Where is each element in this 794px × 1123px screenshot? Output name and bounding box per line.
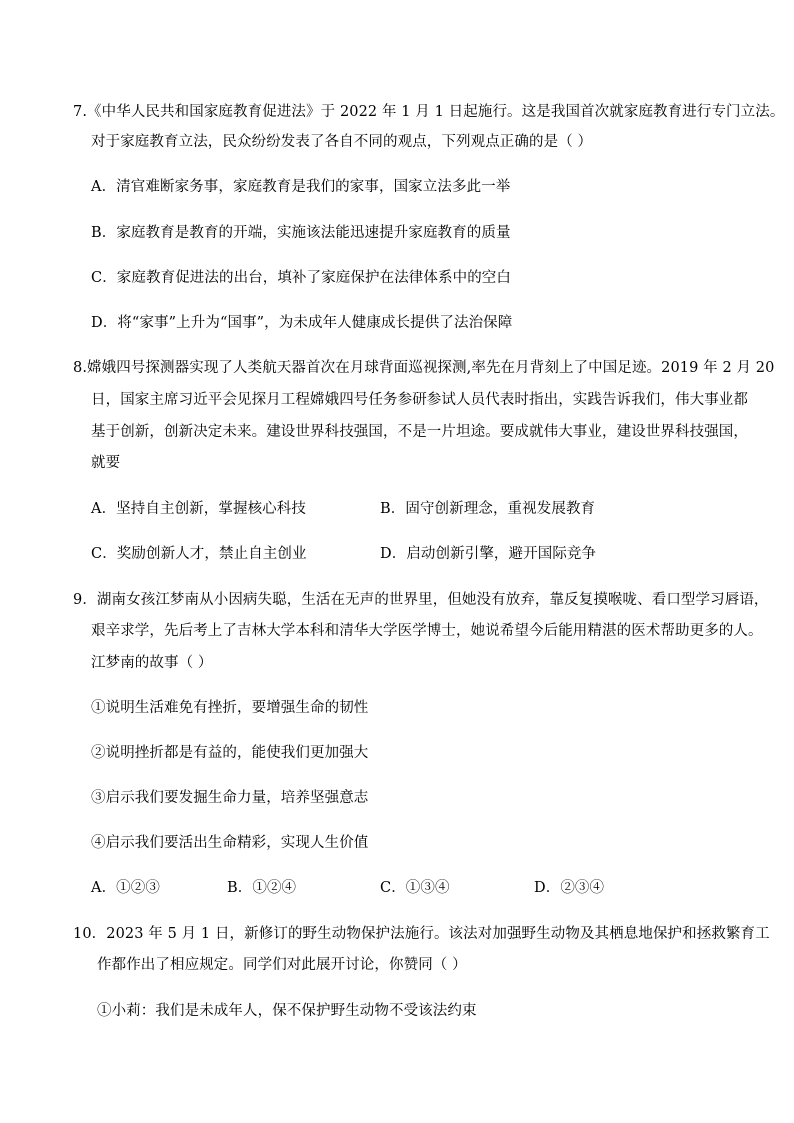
q10-item-1: ①小莉：我们是未成年人，保不保护野生动物不受该法约束 <box>97 1003 477 1019</box>
q9-stem-line2: 艰辛求学，先后考上了吉林大学本科和清华大学医学博士，她说希望今后能用精湛的医术帮助更多的人。 <box>91 623 763 639</box>
q7-option-d: D．将“家事”上升为“国事”，为未成年人健康成长提供了法治保障 <box>91 315 513 331</box>
q9-stem-line1: 9．湖南女孩江梦南从小因病失聪，生活在无声的世界里，但她没有放弃，靠反复摸喉咙、看口型学习唇语， <box>73 592 769 608</box>
q9-item-2: ②说明挫折都是有益的，能使我们更加强大 <box>91 745 369 761</box>
q8-option-c: C．奖励创新人才，禁止自主创业 <box>91 546 307 562</box>
q8-option-b: B．固守创新理念，重视发展教育 <box>380 501 596 517</box>
q7-stem-line2: 对于家庭教育立法，民众纷纷发表了各自不同的观点，下列观点正确的是（ ） <box>91 134 593 150</box>
q9-option-d: D．②③④ <box>534 880 605 896</box>
q7-stem-line1: 7.《中华人民共和国家庭教育促进法》于 2022 年 1 月 1 日起施行。这是我国首次就家庭教育进行专门立法。 <box>73 104 785 120</box>
q8-stem-line3: 基于创新，创新决定未来。建设世界科技强国，不是一片坦途。要成就伟大事业，建设世界科技强国， <box>91 424 748 440</box>
q9-item-4: ④启示我们要活出生命精彩，实现人生价值 <box>91 835 369 851</box>
q7-option-c: C．家庭教育促进法的出台，填补了家庭保护在法律体系中的空白 <box>91 270 511 286</box>
q10-stem-line2: 作都作出了相应规定。同学们对此展开讨论，你赞同（ ） <box>97 957 467 973</box>
q10-stem-line1: 10．2023 年 5 月 1 日，新修订的野生动物保护法施行。该法对加强野生动物及其栖息地保护和拯救繁育工 <box>73 926 770 942</box>
q9-option-b: B．①②④ <box>227 880 297 896</box>
q8-stem-line1: 8.嫦娥四号探测器实现了人类航天器首次在月球背面巡视探测,率先在月背刻上了中国足迹。2019 年 2 月 20 <box>73 360 775 376</box>
q9-stem-line3: 江梦南的故事（ ） <box>91 655 213 671</box>
q8-stem-line2: 日，国家主席习近平会见探月工程嫦娥四号任务参研参试人员代表时指出，实践告诉我们，伟大事业都 <box>91 392 748 408</box>
q9-item-1: ①说明生活难免有挫折，要增强生命的韧性 <box>91 700 369 716</box>
q8-option-d: D．启动创新引擎，避开国际竞争 <box>380 546 597 562</box>
q9-item-3: ③启示我们要发掘生命力量，培养坚强意志 <box>91 790 369 806</box>
q7-option-b: B．家庭教育是教育的开端，实施该法能迅速提升家庭教育的质量 <box>91 225 511 241</box>
q8-option-a: A．坚持自主创新，掌握核心科技 <box>91 501 306 517</box>
q8-stem-line4: 就要 <box>91 455 121 471</box>
q9-option-c: C．①③④ <box>380 880 450 896</box>
q7-option-a: A．清官难断家务事，家庭教育是我们的家事，国家立法多此一举 <box>91 179 511 195</box>
q9-option-a: A．①②③ <box>91 880 160 896</box>
